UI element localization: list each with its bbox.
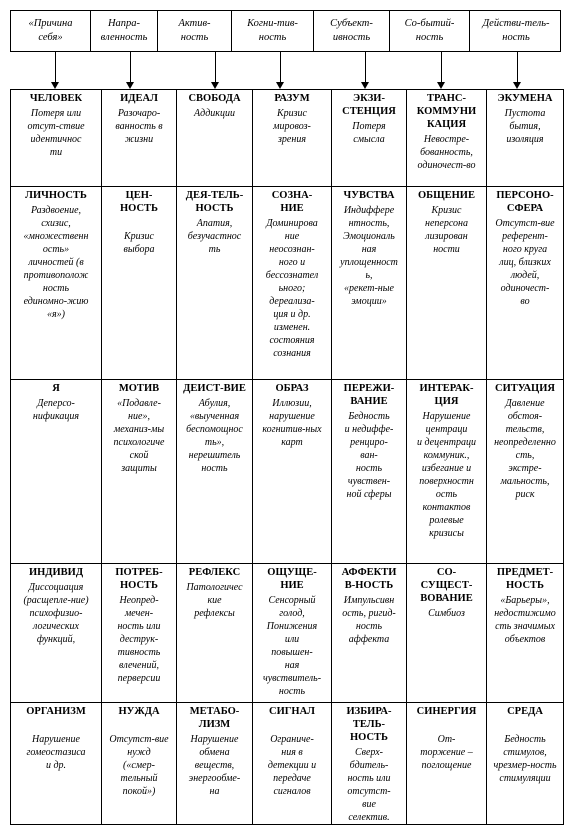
cell-description: Разочаро- ванность в жизни — [115, 108, 163, 146]
table-cell — [407, 703, 487, 825]
cell-description: Давление обстоя- тельств, неопределенно сть, экстре- мальность, риск — [494, 398, 556, 501]
cell-term: СИТУАЦИЯ — [495, 383, 555, 394]
cell-term: ИНДИВИД — [28, 567, 84, 578]
table-cell — [332, 380, 407, 564]
cell-description: Импульсивн ость, ригид- ность аффекта — [342, 595, 396, 646]
cell-term: ПРЕДМЕТ- НОСТЬ — [496, 567, 554, 592]
cell-description: Неопред- мечен- ность или деструк- тивность влечений, перверсии — [117, 595, 161, 685]
table-row — [11, 90, 564, 187]
table-row — [11, 380, 564, 564]
cell-description: Симбиоз — [428, 608, 465, 620]
cell-term: ЧЕЛОВЕК — [29, 93, 83, 104]
cell-term: НУЖДА — [118, 706, 160, 717]
cell-term: РЕФЛЕКС — [188, 567, 241, 578]
cell-description: Кризис мировоз- зрения — [273, 108, 311, 146]
cell-term: СВОБОДА — [188, 93, 241, 104]
cell-term: МЕТАБО- ЛИЗМ — [189, 706, 240, 731]
cell-term: ПОТРЕБ- НОСТЬ — [115, 567, 163, 592]
cell-description: Отсутст-вие референт- ного круга лиц, близких людей, одиночест- во — [495, 218, 555, 308]
cell-description: Аддикции — [194, 108, 235, 120]
table-cell — [487, 564, 564, 703]
cell-description: Нарушение гомеостазиса и др. — [26, 734, 86, 772]
cell-term: ОЩУЩЕ- НИЕ — [267, 567, 317, 592]
cell-description: «Барьеры», недостижимо сть значимых объектов — [494, 595, 556, 646]
cell-term: ОРГАНИЗМ — [26, 706, 86, 717]
cell-description: Доминирова ние неосознан- ного и бессознател ьного; дереализа- ция и др. изменен. состояния сознания — [265, 218, 319, 360]
table-cell — [177, 564, 253, 703]
table-row — [11, 703, 564, 825]
cell-description: «Подавле- ние», механиз-мы психологиче ской защиты — [113, 398, 165, 475]
table-cell — [11, 564, 102, 703]
cell-term: МОТИВ — [118, 383, 160, 394]
cell-description: Пустота бытия, изоляция — [504, 108, 546, 146]
table-cell — [11, 187, 102, 380]
cell-description: Нарушение центраци и децентраци коммуник., избегание и поверхностн ость контактов ролевые кризисы — [417, 411, 476, 540]
table-cell — [332, 187, 407, 380]
cell-term: ОБЩЕНИЕ — [418, 190, 475, 201]
cell-term: ИНТЕРАК- ЦИЯ — [419, 383, 474, 408]
cell-term: ЧУВСТВА — [343, 190, 395, 201]
cell-term: ДЕИСТ-ВИЕ — [183, 383, 246, 394]
header-row — [10, 10, 561, 52]
table-cell — [102, 564, 177, 703]
cell-term: ДЕЯ-ТЕЛЬ- НОСТЬ — [185, 190, 244, 215]
cell-description: Сенсорный голод, Понижения или повышен- ная чувствитель- ность — [262, 595, 322, 698]
cell-description: Ограниче- ния в детекции и передаче сигналов — [267, 734, 317, 798]
cell-description: От- торжение – поглощение — [420, 734, 473, 772]
table-cell — [487, 703, 564, 825]
header-cognitiveness: Когни-тив- ность — [232, 11, 314, 51]
table-cell — [407, 380, 487, 564]
cell-description: Сверх- бдитель- ность или отсутст- вие селектив. — [347, 747, 391, 824]
header-eventness: Со-бытий- ность — [390, 11, 470, 51]
concept-table — [10, 89, 564, 825]
table-row — [11, 564, 564, 703]
table-cell — [253, 703, 332, 825]
cell-term: ЛИЧНОСТЬ — [25, 190, 87, 201]
table-cell — [332, 703, 407, 825]
table-cell — [253, 90, 332, 187]
cell-term: СО- СУЩЕСТ- ВОВАНИЕ — [420, 567, 473, 605]
cell-term: СИНЕРГИЯ — [416, 706, 477, 717]
cell-description: Отсутст-вие нужд («смер- тельный покой») — [109, 734, 169, 798]
header-reality: Действи-тель- ность — [482, 18, 550, 43]
cell-description: Кризис выбора — [123, 231, 155, 256]
table-cell — [407, 187, 487, 380]
table-cell — [407, 564, 487, 703]
table-cell — [253, 187, 332, 380]
cell-term: ЭКУМЕНА — [497, 93, 553, 104]
table-cell — [332, 564, 407, 703]
cell-description: Нарушение обмена веществ, энергообме- на — [188, 734, 241, 798]
table-cell — [102, 380, 177, 564]
cell-term: ИЗБИРА- ТЕЛЬ- НОСТЬ — [346, 706, 392, 744]
cell-term: Я — [52, 383, 60, 394]
cell-description: Раздвоение, схизис, «множественн ость» личностей (в противополож ность единомно-жию «я») — [23, 205, 89, 321]
cell-description: Невостре- бованность, одиночест-во — [417, 134, 476, 172]
table-cell — [177, 90, 253, 187]
cell-description: Индифферe нтность, Эмоциональ ная уплощенност ь, «рекет-ные эмоции» — [340, 205, 398, 308]
table-cell — [332, 90, 407, 187]
cell-description: Патологичес кие рефлексы — [186, 582, 243, 620]
table-cell — [253, 380, 332, 564]
cell-term: ПЕРЕЖИ- ВАНИЕ — [343, 383, 395, 408]
table-cell — [487, 187, 564, 380]
table-cell — [177, 703, 253, 825]
cell-description: Абулия, «выученная беспомощнос ть», нерешитель ность — [186, 398, 243, 475]
cell-term: ЦЕН- НОСТЬ — [120, 190, 158, 215]
table-row — [11, 187, 564, 380]
cell-term: ТРАНС- КОММУНИ КАЦИЯ — [416, 93, 477, 131]
table-cell — [253, 564, 332, 703]
header-cause-of-self: «Причина себя» — [11, 11, 91, 51]
header-activity: Актив- ность — [158, 11, 232, 51]
cell-term: ПЕРСОНО- СФЕРА — [496, 190, 554, 215]
table-cell — [11, 380, 102, 564]
cell-description: Деперсо- нификация — [32, 398, 80, 423]
cell-description: Кризис неперсона лизирован ности — [425, 205, 468, 256]
cell-term: АФФЕКТИ В-НОСТЬ — [341, 567, 397, 592]
cell-term: ОБРАЗ — [275, 383, 309, 394]
cell-description: Диссоциация (расщепле-ние) психофизио- логических функций, — [23, 582, 89, 646]
cell-term: СОЗНА- НИЕ — [271, 190, 313, 215]
table-cell — [487, 380, 564, 564]
cell-description: Иллюзии, нарушение когнитив-ных карт — [262, 398, 322, 449]
cell-description: Бедность и недиффе- ренциро- ван- ность чувствен- ной сферы — [344, 411, 394, 501]
table-cell — [177, 187, 253, 380]
table-cell — [102, 90, 177, 187]
table-cell — [102, 703, 177, 825]
header-subjectivity: Субъект- ивность — [314, 11, 390, 51]
cell-term: СРЕДА — [507, 706, 543, 717]
cell-term: ИДЕАЛ — [120, 93, 158, 104]
cell-description: Апатия, безучастнос ть — [187, 218, 242, 256]
cell-term: ЭКЗИ- СТЕНЦИЯ — [342, 93, 396, 118]
cell-term: РАЗУМ — [274, 93, 310, 104]
cell-term: СИГНАЛ — [268, 706, 315, 717]
header-directedness: Напра- вленность — [91, 11, 158, 51]
cell-description: Потеря смысла — [352, 121, 386, 146]
cell-description: Бедность стимулов, чрезмер-ность стимуляции — [493, 734, 557, 785]
table-cell — [177, 380, 253, 564]
table-cell — [407, 90, 487, 187]
table-cell — [11, 703, 102, 825]
table-cell — [102, 187, 177, 380]
table-cell — [11, 90, 102, 187]
table-cell — [487, 90, 564, 187]
cell-description: Потеря или отсут-ствие идентичнос ти — [27, 108, 85, 159]
